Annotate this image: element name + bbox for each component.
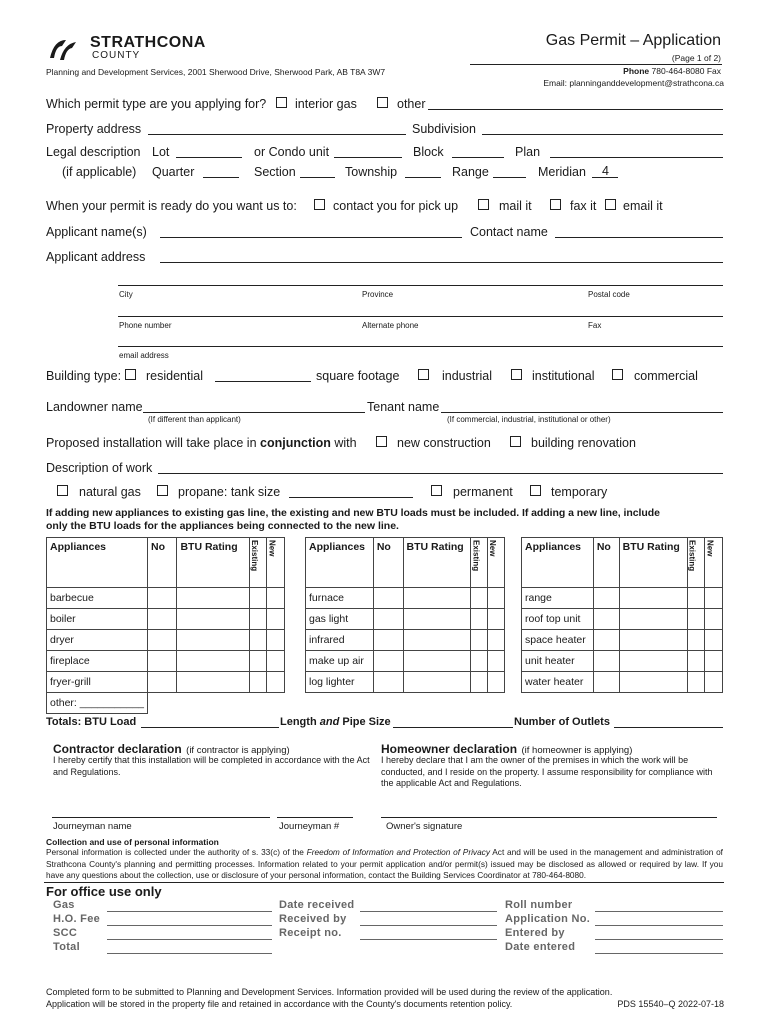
logo-name: STRATHCONA [90, 34, 206, 51]
appliances-header: Appliances [522, 538, 594, 588]
industrial-label: industrial [442, 369, 493, 383]
condo-unit-label: or Condo unit [254, 145, 330, 159]
privacy-rule [44, 882, 724, 883]
lot-label: Lot [152, 145, 170, 159]
btu-header: BTU Rating [619, 538, 687, 588]
appliance-name: dryer [47, 630, 148, 651]
table-row[interactable] [47, 693, 285, 714]
existing-header: Existing [471, 538, 488, 588]
contact-name-label: Contact name [470, 225, 548, 239]
block-label: Block [413, 145, 444, 159]
other-permit-field[interactable] [428, 109, 723, 110]
appliance-name: make up air [306, 651, 374, 672]
property-address-field[interactable] [148, 134, 406, 135]
if-applicable-label: (if applicable) [62, 165, 137, 179]
email-address-field[interactable] [118, 346, 723, 347]
square-footage-field[interactable] [215, 381, 311, 382]
ready-question: When your permit is ready do you want us to: [46, 199, 297, 213]
applicant-names-field[interactable] [160, 237, 462, 238]
header-email: Email: planninganddevelopment@strathcona.ca [543, 78, 724, 88]
range-label: Range [452, 165, 489, 179]
appliance-name: fireplace [47, 651, 148, 672]
header-address: Planning and Development Services, 2001 Sherwood Drive, Sherwood Park, AB T8A 3W7 [46, 67, 386, 77]
permanent-label: permanent [453, 485, 513, 499]
office-ho-fee-field[interactable] [107, 925, 272, 926]
appliance-name: infrared [306, 630, 374, 651]
building-type-label: Building type: [46, 369, 122, 383]
page-title: Gas Permit – Application [545, 32, 721, 49]
table-row[interactable] [522, 672, 723, 693]
office-receipt-no-field[interactable] [360, 939, 497, 940]
email-label: email it [623, 199, 663, 213]
office-gas-field[interactable] [107, 911, 272, 912]
mail-checkbox[interactable] [478, 199, 489, 210]
fax-checkbox[interactable] [550, 199, 561, 210]
homeowner-declaration-title: Homeowner declaration (if homeowner is applying) [381, 742, 633, 756]
table-row[interactable] [47, 651, 285, 672]
footer-line-2: Application will be stored in the property file and retained in accordance with the County's documents retention policy. [46, 999, 513, 1009]
form-id: PDS 15540–Q 2022-07-18 [617, 999, 724, 1009]
new-header: New [267, 538, 285, 588]
landowner-label: Landowner name [46, 400, 143, 414]
legal-description-label: Legal description [46, 145, 141, 159]
applicant-address-field[interactable] [160, 262, 723, 263]
privacy-text: Personal information is collected under the authority of s. 33(c) of the Freedom of Information and Protection of Privacy Act and will be used in the management and administration of Strathcona County's planning and permitting processes. Information related to your permit application and/or permit(s) issued may be disclosed as allowed or required by law. If you have any questions about the collection, use or disclosure of your personal information, contact the Building Services Coordinator at 780-464-8080. [46, 847, 723, 880]
commercial-label: commercial [634, 369, 698, 383]
office-scc-field[interactable] [107, 939, 272, 940]
appliance-name: fryer-grill [47, 672, 148, 693]
office-receipt-no-label: Receipt no. [279, 927, 342, 939]
owner-signature-field[interactable] [381, 817, 717, 818]
fax-number-label: Fax [588, 321, 602, 330]
city-label: City [119, 290, 133, 299]
propane-checkbox[interactable] [157, 485, 168, 496]
tank-size-field[interactable] [289, 497, 413, 498]
subdivision-label: Subdivision [412, 122, 476, 136]
condo-unit-field[interactable] [334, 157, 402, 158]
tenant-label: Tenant name [367, 400, 440, 414]
footer-line-1: Completed form to be submitted to Planning and Development Services. Information provided will be used during the review of the application. [46, 987, 613, 997]
privacy-title: Collection and use of personal information [46, 837, 219, 847]
table-row[interactable] [47, 588, 285, 609]
office-roll-number-field[interactable] [595, 911, 723, 912]
no-header: No [148, 538, 177, 588]
office-application-no-label: Application No. [505, 913, 591, 925]
office-date-received-field[interactable] [360, 911, 497, 912]
installation-question: Proposed installation will take place in conjunction with [46, 436, 357, 450]
fax-label: fax it [570, 199, 597, 213]
institutional-checkbox[interactable] [511, 369, 522, 380]
office-ho-fee-label: H.O. Fee [53, 913, 101, 925]
table-row[interactable] [522, 609, 723, 630]
header-rule [470, 64, 722, 65]
appliance-name: space heater [522, 630, 594, 651]
section-label: Section [254, 165, 296, 179]
natural-gas-label: natural gas [79, 485, 141, 499]
email-address-label: email address [119, 351, 169, 360]
other-permit-label: other [397, 97, 426, 111]
table-header [306, 538, 505, 588]
range-field[interactable] [493, 177, 526, 178]
appliance-name: roof top unit [522, 609, 594, 630]
outlets-label: Number of Outlets [514, 716, 610, 728]
page-number: (Page 1 of 2) [671, 53, 721, 63]
appliance-name: unit heater [522, 651, 594, 672]
renovation-checkbox[interactable] [510, 436, 521, 447]
pickup-label: contact you for pick up [333, 199, 459, 213]
journeyman-name-label: Journeyman name [53, 821, 132, 832]
contractor-declaration-text: I hereby certify that this installation will be completed in accordance with the Act and Regulations. [53, 755, 370, 777]
btu-header: BTU Rating [177, 538, 249, 588]
landowner-field[interactable] [143, 412, 365, 413]
new-header: New [705, 538, 723, 588]
quarter-field[interactable] [203, 177, 239, 178]
btu-load-field[interactable] [141, 727, 279, 728]
industrial-checkbox[interactable] [418, 369, 429, 380]
btu-header: BTU Rating [403, 538, 471, 588]
office-scc-label: SCC [53, 927, 78, 939]
new-header: New [488, 538, 505, 588]
no-header: No [373, 538, 403, 588]
no-header: No [593, 538, 619, 588]
appliance-name: barbecue [47, 588, 148, 609]
email-checkbox[interactable] [605, 199, 616, 210]
appliance-name: boiler [47, 609, 148, 630]
plan-field[interactable] [550, 157, 723, 158]
temporary-checkbox[interactable] [530, 485, 541, 496]
office-date-entered-label: Date entered [505, 941, 576, 953]
length-pipe-size-label: Length and Pipe Size [280, 716, 391, 728]
contact-name-field[interactable] [555, 237, 723, 238]
journeyman-name-field[interactable] [52, 817, 270, 818]
contractor-declaration-title: Contractor declaration (if contractor is applying) [53, 742, 290, 756]
btu-load-label: Totals: BTU Load [46, 716, 137, 728]
province-label: Province [362, 290, 394, 299]
pickup-checkbox[interactable] [314, 199, 325, 210]
appliance-name: other: ___________ [47, 693, 148, 714]
table-header [47, 538, 285, 588]
table-row[interactable] [47, 630, 285, 651]
appliance-name: water heater [522, 672, 594, 693]
postal-code-label: Postal code [588, 290, 630, 299]
office-entered-by-label: Entered by [505, 927, 565, 939]
office-total-label: Total [53, 941, 80, 953]
length-pipe-size-field[interactable] [393, 727, 513, 728]
notice-line-2: only the BTU loads for the appliances being connected to the new line. [46, 520, 399, 532]
phone-label: Phone number [119, 321, 172, 330]
county-logo [46, 34, 216, 64]
office-entered-by-field[interactable] [595, 939, 723, 940]
notice-line-1: If adding new appliances to existing gas line, the existing and new BTU loads must be included. If adding a new line, include [46, 507, 660, 519]
other-permit-checkbox[interactable] [377, 97, 388, 108]
tenant-note: (If commercial, industrial, institutional or other) [447, 415, 611, 424]
mail-label: mail it [499, 199, 532, 213]
table-header [522, 538, 723, 588]
strathcona-logo-icon [46, 36, 82, 62]
table-row[interactable] [47, 672, 285, 693]
table-row[interactable] [306, 651, 505, 672]
appliance-table-3 [521, 537, 723, 693]
applicant-address-label: Applicant address [46, 250, 146, 264]
table-row[interactable] [306, 630, 505, 651]
office-total-field[interactable] [107, 953, 272, 954]
table-row[interactable] [306, 672, 505, 693]
city-province-field[interactable] [118, 285, 723, 286]
plan-label: Plan [515, 145, 541, 159]
table-row[interactable] [522, 588, 723, 609]
permit-type-question: Which permit type are you applying for? [46, 97, 267, 111]
table-row[interactable] [306, 609, 505, 630]
lot-field[interactable] [176, 157, 242, 158]
journeyman-no-label: Journeyman # [279, 821, 340, 832]
homeowner-declaration-text: I hereby declare that I am the owner of the premises in which the work will be conducted, and I reside on the property. I assume responsibility for compliance with the applicable Act and Regulations. [381, 755, 713, 788]
section-field[interactable] [300, 177, 335, 178]
appliance-name: range [522, 588, 594, 609]
appliance-table-2 [305, 537, 505, 693]
applicant-names-label: Applicant name(s) [46, 225, 147, 239]
appliance-name: furnace [306, 588, 374, 609]
landowner-note: (If different than applicant) [148, 415, 241, 424]
logo-sub: COUNTY [92, 50, 141, 61]
square-footage-label: square footage [316, 369, 400, 383]
interior-gas-label: interior gas [295, 97, 357, 111]
table-row[interactable] [47, 609, 285, 630]
description-field[interactable] [158, 473, 723, 474]
meridian-value: 4 [602, 164, 609, 178]
table-row[interactable] [306, 588, 505, 609]
office-received-by-label: Received by [279, 913, 347, 925]
natural-gas-checkbox[interactable] [57, 485, 68, 496]
description-label: Description of work [46, 461, 153, 475]
institutional-label: institutional [532, 369, 595, 383]
new-construction-label: new construction [397, 436, 491, 450]
renovation-label: building renovation [531, 436, 636, 450]
interior-gas-checkbox[interactable] [276, 97, 287, 108]
appliance-table-1 [46, 537, 285, 714]
office-date-entered-field[interactable] [595, 953, 723, 954]
table-row[interactable] [522, 630, 723, 651]
new-construction-checkbox[interactable] [376, 436, 387, 447]
meridian-label: Meridian [538, 165, 586, 179]
office-roll-number-label: Roll number [505, 899, 573, 911]
table-row[interactable] [522, 651, 723, 672]
permanent-checkbox[interactable] [431, 485, 442, 496]
existing-header: Existing [687, 538, 705, 588]
existing-header: Existing [249, 538, 267, 588]
owner-signature-label: Owner's signature [386, 821, 463, 832]
residential-label: residential [146, 369, 203, 383]
alt-phone-label: Alternate phone [362, 321, 419, 330]
township-label: Township [345, 165, 398, 179]
appliance-name: log lighter [306, 672, 374, 693]
residential-checkbox[interactable] [125, 369, 136, 380]
township-field[interactable] [405, 177, 441, 178]
phone-field[interactable] [118, 316, 723, 317]
office-application-no-field[interactable] [595, 925, 723, 926]
appliance-name: gas light [306, 609, 374, 630]
appliances-header: Appliances [306, 538, 374, 588]
office-date-received-label: Date received [279, 899, 355, 911]
office-received-by-field[interactable] [360, 925, 497, 926]
quarter-label: Quarter [152, 165, 195, 179]
property-address-label: Property address [46, 122, 142, 136]
office-gas-label: Gas [53, 899, 75, 911]
outlets-field[interactable] [614, 727, 723, 728]
office-use-title: For office use only [46, 884, 162, 899]
subdivision-field[interactable] [482, 134, 723, 135]
journeyman-no-field[interactable] [277, 817, 353, 818]
appliances-header: Appliances [47, 538, 148, 588]
propane-label: propane: tank size [178, 485, 281, 499]
block-field[interactable] [452, 157, 504, 158]
temporary-label: temporary [551, 485, 608, 499]
commercial-checkbox[interactable] [612, 369, 623, 380]
header-phone: Phone 780-464-8080 Fax [623, 66, 721, 76]
tenant-field[interactable] [441, 412, 723, 413]
